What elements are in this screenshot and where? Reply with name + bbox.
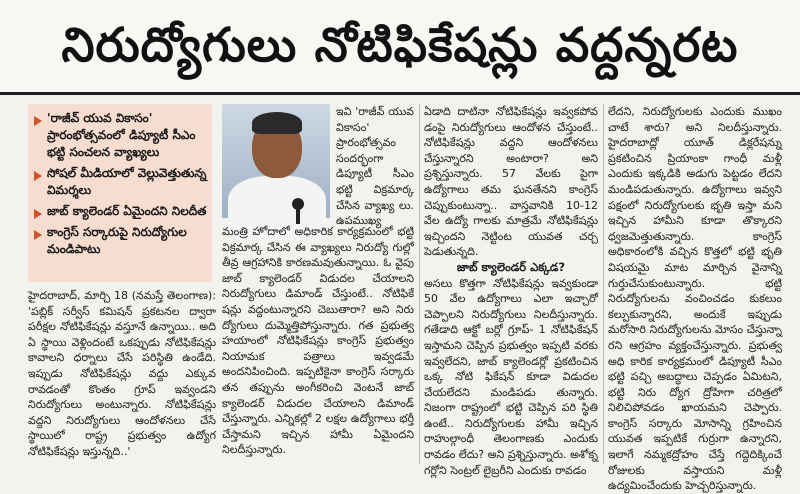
highlight-item bbox=[34, 224, 208, 258]
article-column-1b bbox=[222, 224, 414, 462]
photo-side-text bbox=[336, 104, 414, 228]
highlight-item bbox=[34, 203, 208, 220]
microphone-stand bbox=[296, 208, 300, 224]
column-divider bbox=[419, 104, 420, 464]
triangle-bullet-icon bbox=[34, 171, 42, 181]
article-paragraph: ఏడాది దాటినా నోటిఫికేషన్లు ఇవ్వకపోవ డంపై నిరుద్యోగులు ఆందోళన చేస్తుంటే.. నోటిఫికేషన్లు వద్దని ఆందోళనలు చేస్తున్నారని అంటారా? అని ప్రశ్నిస్తున్నారు. 57 వేలకు పైగా ఉద్యోగాలు తమ ఘనతేనని కాంగ్రెస్ చెప్పుకుంటున్నా.. వాస్తవానికి 10-12 వేల ఉద్యో గాలకు మాత్రమే నోటిఫికేషన్లు ఇచ్చిందని నెట్టింట యువత చర్చ పెడుతున్నది. bbox=[424, 105, 598, 259]
highlight-text: జాబ్ క్యాలెండర్ ఏమైందని నిలదీత bbox=[47, 204, 207, 218]
article-lead bbox=[28, 288, 216, 464]
microphone-icon bbox=[292, 198, 304, 210]
column-divider bbox=[603, 104, 604, 464]
section-subheading: జాబ్ క్యాలెండర్ ఎక్కడ? bbox=[456, 259, 566, 274]
article-paragraph: అసలు కొత్తగా నోటిఫికేషన్లు ఇవ్వకుండా 50 వేల ఉద్యోగాలు ఎలా ఇచ్చారో చెప్పాలని నిరుద్యోగులు నిలదీస్తున్నారు. గతేడాది ఆక్టో బర్లో గ్రూప్- 1 నోటిఫికేషన్ ఇస్తామని చెప్పిన ప్రభుత్వం ఇప్పటి వరకు ఇవ్వలేదని, జాబ్ క్యాలెండర్లో ప్రకటించిన ఒక్క నోటి ఫికేషన్ కూడా విడుదల చేయలేదని మండిపడు తున్నారు. నిజంగా రాష్ట్రంలో భట్టి చెప్పిన పరి స్థితి ఉంటే.. నిరుద్యోగులకు హామీ ఇచ్చిన రాహుల్గాంధీ తెలంగాణకు ఎందుకు రావడం లేదు? అని ప్రశ్నిస్తున్నారు. అశోక్న గర్లోని సెంట్రల్ లైబ్రరీని ఎందుకు రావడం bbox=[424, 276, 598, 477]
highlight-text: సోషల్ మీడియాలో వెల్లువెత్తుతున్న విమర్శలు bbox=[47, 166, 207, 197]
highlight-item bbox=[34, 110, 208, 161]
highlight-text: 'రాజీవ్ యువ వికాసం' ప్రారంభోత్సవంలో డిప్యూటీ సీఎం భట్టి సంచలన వ్యాఖ్యలు bbox=[47, 111, 196, 159]
headline: నిరుద్యోగులు నోటిఫికేషన్లు వద్దన్నరట bbox=[0, 0, 800, 92]
portrait-photo bbox=[222, 104, 330, 218]
photo-hair bbox=[252, 112, 302, 134]
article-paragraph: లేదని, నిరుద్యోగులకు ఎందుకు ముఖం చాటే శారు? అని నిలదీస్తున్నారు. హైదరాబాద్లో యూత్ డిక్లరేషన్ను ప్రకటించిన ప్రియాంకా గాంధీ మళ్లీ ఎందుకు ఇక్కడికి అడుగు పెట్టడం లేదని మండిపడుతున్నారు. ఉద్యోగాలు ఇవ్వని పక్షంలో నిరుద్యోగులకు భృతి ఇస్తా మని ఇచ్చిన హామీని కూడా తొక్కారని ధ్వజమెత్తుతున్నారు. కాంగ్రెస్ అధికారంలోకి వచ్చిన కొత్తలో భట్టి భృతి విషయమై మాట మార్చిన వైనాన్ని గుర్తుచేసుకుంటున్నారు. భట్టి నిరుద్యోగులను వంచించడం కుకలుం కల్పుకున్నారని, అందుకే ఇప్పుడు మరోసారి నిరుద్యోగులను మోసం చేస్తున్నా రని ఆగ్రహం వ్యక్తంచేస్తున్నారు. ప్రభుత్వ అధి కారిక కార్యక్రమంలో డిప్యూటీ సీఎం భట్టి పచ్చి అబద్ధాలు చెప్పడం ఏమిటని, భట్టి నిరు ద్యోగ ద్రోహిగా చరిత్రలో నిలిచిపోవడం ఖాయమని చెప్పారు. కాంగ్రెస్ సర్కారు మోసాన్ని గ్రహించిన యువత ఇప్పటికే గుర్రుగా ఉన్నారని, ఇలాగే నమ్మకద్రోహం చేస్తే గద్దెదిక్కించే రోజులకు వస్తాయని మళ్లీ ఉద్యమించేందుకు హెచ్చరిస్తున్నారు. bbox=[608, 105, 782, 493]
headline-rule bbox=[0, 92, 800, 95]
article-column-2 bbox=[424, 104, 598, 477]
highlight-item bbox=[34, 165, 208, 199]
article-paragraph: హైదరాబాద్, మార్చి 18 (నమస్తే తెలంగాణ): 'పబ్లిక్ సర్వీస్ కమిషన్ ప్రకటనల ద్వారా పరీక్షల నోటిఫికేషన్లు వస్తూనే ఉన్నాయి.. అది ఏ స్థాయి వెళ్లిందంటే ఒకప్పుడు నోటిఫికేషన్లు కావాలని ధర్నాలు చేసే పరిస్థితి ఉండేది. ఇప్పుడు నోటిఫికేషన్లు వద్దు ఎక్కువ రావడంతో కొంతం గ్రూప్ ఇవ్వండని నిరుద్యోగులు అంటున్నారు. నోటిఫికేషన్లు వద్దని నిరుద్యోగులు ఆందోళనలు చేసే స్థాయిలో రాష్ట్ర ప్రభుత్వం ఉద్యోగ నోటిఫికేషన్లు ఇస్తున్నది..' bbox=[28, 289, 216, 458]
article-paragraph: మంత్రి హోదాలో అధికారిక కార్యక్రమంలో భట్టి విక్రమార్క చేసిన ఈ వ్యాఖ్యలు నిరుద్యో గుల్లో తీవ్ర ఆగ్రహానికి కారణమవుతున్నాయి. ఓ వైపు జాబ్ క్యాలెండర్ విడుదల చేయాలని నిరుద్యోగులు డిమాండ్ చేస్తుంటే.. నోటిఫికే షన్లు వద్దంటున్నారని చెబుతారా? అని నిరు ద్యోగులు దుమ్మెత్తిపోస్తున్నారు. గత ప్రభుత్వ హయాంలో నోటిఫికేషన్లు కాంగ్రెస్ ప్రభుత్వం నియామక పత్రాలు ఇవ్వడమే అందనిపించింది. ఇప్పటికైనా కాంగ్రెస్ సర్కారు తన తప్పును అంగీకరించి వెంటనే జాబ్ క్యాలెండర్ విడుదల చేయాలని డిమాండ్ చేస్తున్నారు. ఎన్నికల్లో 2 లక్షల ఉద్యోగాలు భర్తీ చేస్తామని ఇచ్చిన హామీ ఏమైందని నిలదీస్తున్నారు. bbox=[222, 225, 414, 457]
triangle-bullet-icon bbox=[34, 116, 42, 126]
highlight-text: కాంగ్రెస్ సర్కారుపై నిరుద్యోగుల మండిపాటు bbox=[47, 225, 187, 256]
article-paragraph: ఇవి 'రాజీవ్ యువ వికాసం' ప్రారంభోత్సవం సందర్భంగా డిప్యూటీ సీఎం భట్టి విక్రమార్క చేసిన వ్యాఖ్య లు. ఉపముఖ్య bbox=[336, 105, 414, 228]
article-column-3 bbox=[608, 104, 782, 493]
triangle-bullet-icon bbox=[34, 209, 42, 219]
triangle-bullet-icon bbox=[34, 230, 42, 240]
highlights-box bbox=[28, 104, 212, 282]
